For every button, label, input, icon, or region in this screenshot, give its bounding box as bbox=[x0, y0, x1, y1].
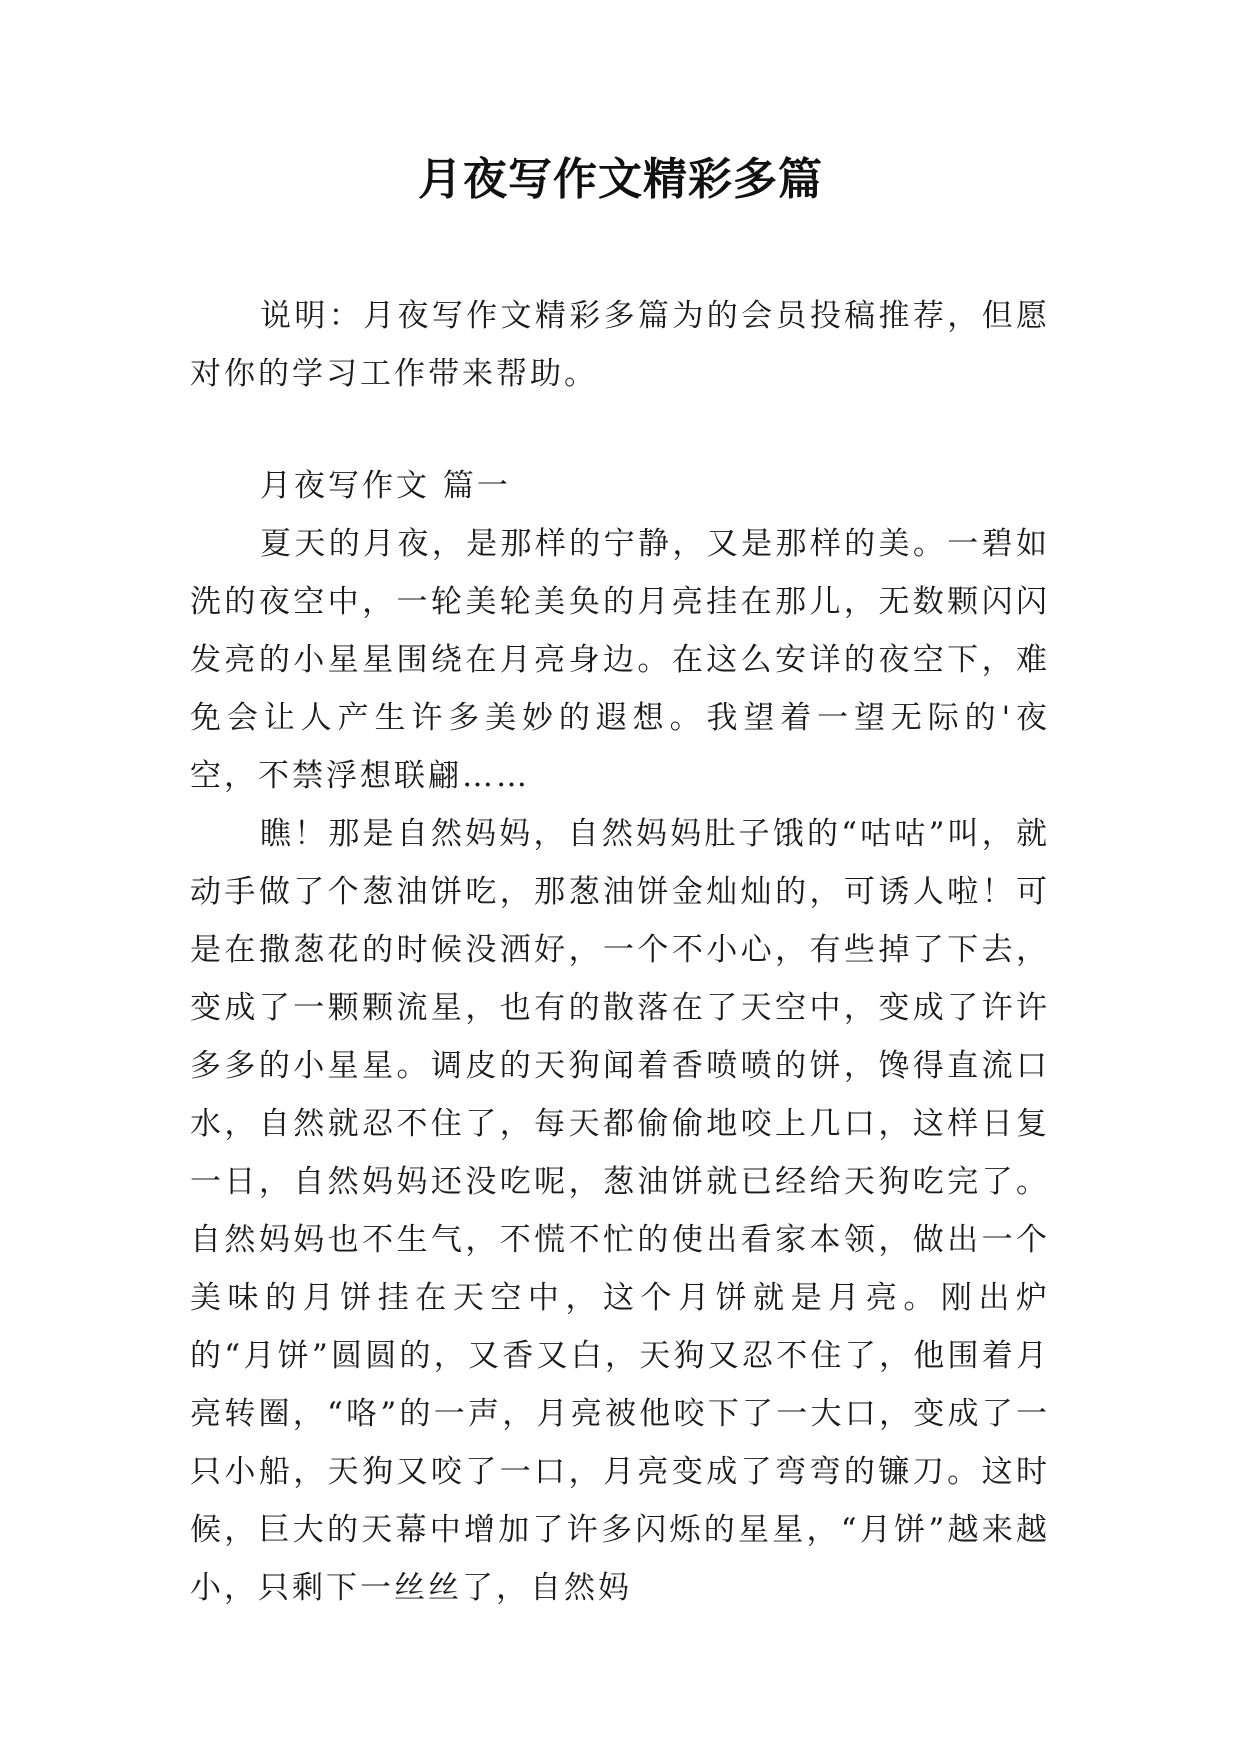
section-paragraph: 夏天的月夜，是那样的宁静，又是那样的美。一碧如洗的夜空中，一轮美轮美奂的月亮挂在那儿，无数颗闪闪发亮的小星星围绕在月亮身边。在这么安详的夜空下，难免会让人产生许多美妙的遐想。我望着一望无际的'夜空，不禁浮想联翩…… bbox=[190, 526, 1050, 794]
document-title: 月夜写作文精彩多篇 bbox=[418, 154, 823, 205]
section-heading: 月夜写作文 篇一 bbox=[260, 468, 511, 504]
section-paragraph: 瞧！那是自然妈妈，自然妈妈肚子饿的“咕咕”叫，就动手做了个葱油饼吃，那葱油饼金灿灿的，可诱人啦！可是在撒葱花的时候没洒好，一个不小心，有些掉了下去，变成了一颗颗流星，也有的散落在了天空中，变成了许许多多的小星星。调皮的天狗闻着香喷喷的饼，馋得直流口水，自然就忍不住了，每天都偷偷地咬上几口，这样日复一日，自然妈妈还没吃呢，葱油饼就已经给天狗吃完了。自然妈妈也不生气，不慌不忙的使出看家本领，做出一个美味的月饼挂在天空中，这个月饼就是月亮。刚出炉的“月饼”圆圆的，又香又白，天狗又忍不住了，他围着月亮转圈，“咯”的一声，月亮被他咬下了一大口，变成了一只小船，天狗又咬了一口，月亮变成了弯弯的镰刀。这时候，巨大的天幕中增加了许多闪烁的星星，“月饼”越来越小，只剩下一丝丝了，自然妈 bbox=[190, 816, 1050, 1606]
intro-block bbox=[190, 287, 1050, 403]
section-one bbox=[190, 457, 1050, 1617]
intro-paragraph: 说明：月夜写作文精彩多篇为的会员投稿推荐，但愿对你的学习工作带来帮助。 bbox=[190, 298, 1050, 392]
